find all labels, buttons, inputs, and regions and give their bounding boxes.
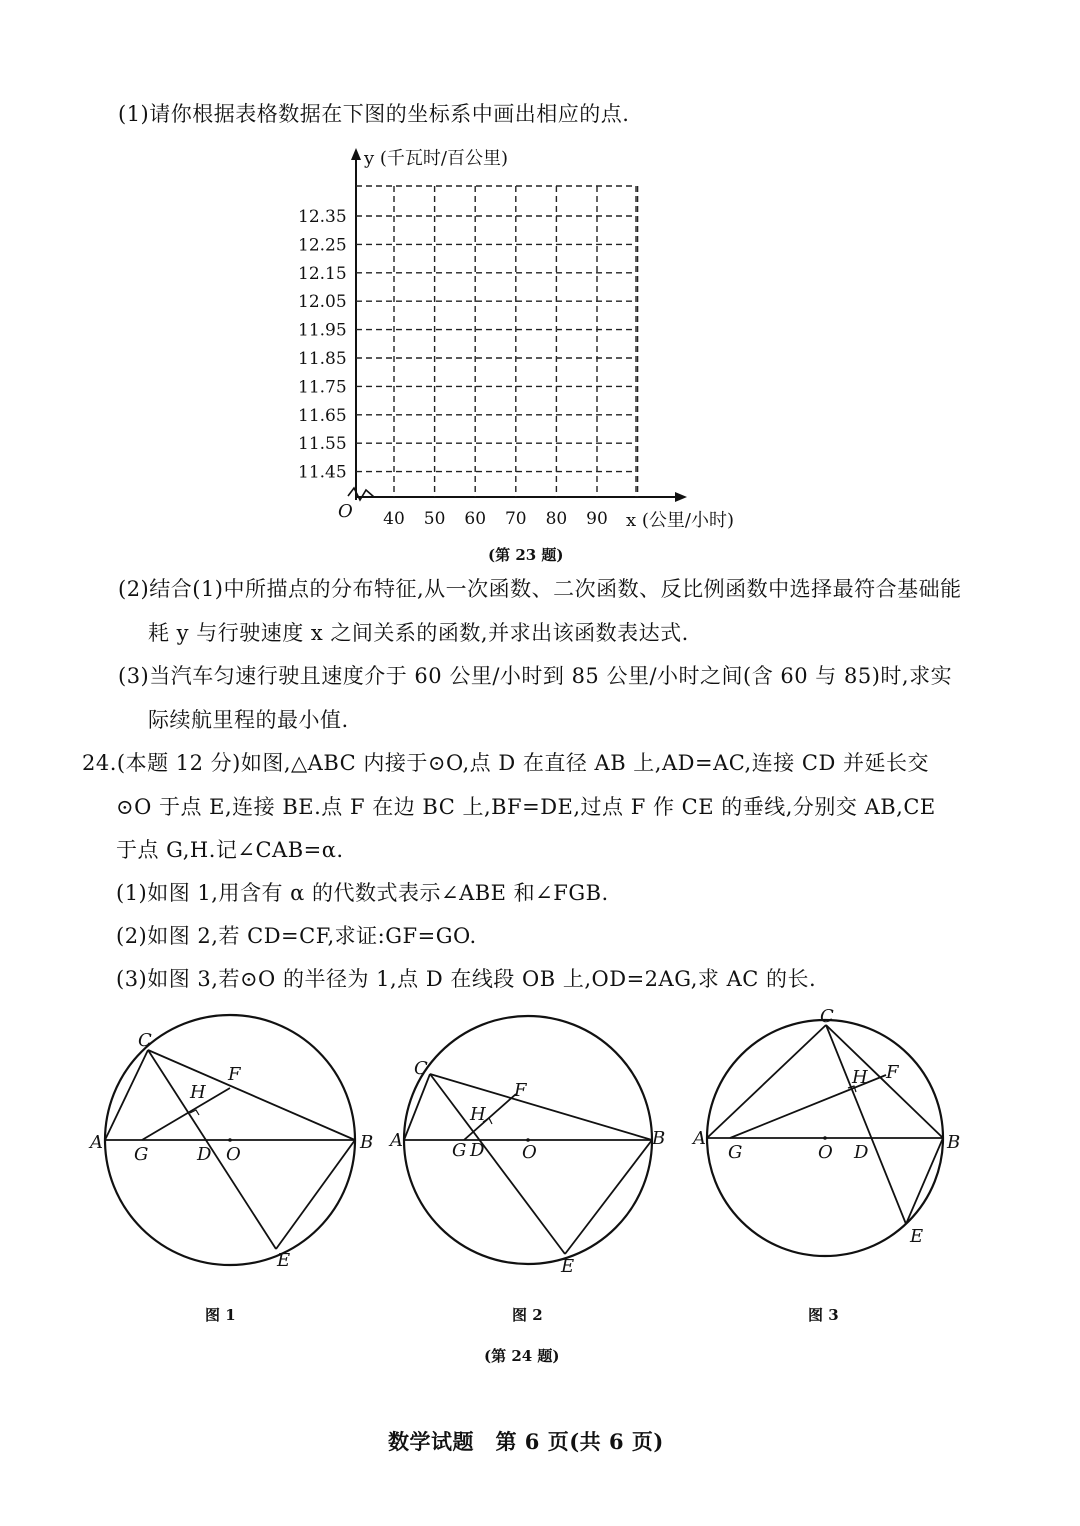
q24-part2: (2)如图 2,若 CD=CF,求证:GF=GO. [116, 924, 477, 948]
label-c: C [138, 1030, 152, 1051]
y-tick-label: 11.95 [298, 320, 347, 341]
label-o: O [522, 1142, 537, 1163]
q23-part2-line2: 耗 y 与行驶速度 x 之间关系的函数,并求出该函数表达式. [148, 621, 689, 645]
label-f: F [514, 1080, 527, 1101]
x-tick-label: 50 [423, 509, 446, 529]
x-tick-label: 60 [464, 509, 487, 529]
fig3-caption: 图 3 [808, 1306, 839, 1324]
label-e: E [561, 1256, 575, 1277]
figure-2 [390, 1008, 690, 1298]
label-d: D [197, 1144, 212, 1165]
label-d: D [470, 1140, 485, 1161]
origin-label: O [338, 501, 353, 522]
x-tick-label: 90 [586, 509, 608, 529]
y-tick-label: 11.65 [298, 405, 347, 426]
y-tick-label: 12.35 [298, 207, 347, 227]
label-b: B [947, 1132, 961, 1153]
q24-caption: (第 24 题) [484, 1347, 560, 1365]
label-d: D [854, 1142, 869, 1163]
y-axis-label: y (千瓦时/百公里) [364, 148, 508, 169]
q23-part1: (1)请你根据表格数据在下图的坐标系中画出相应的点. [118, 102, 630, 126]
y-tick-label: 12.05 [298, 292, 347, 313]
fig2-caption: 图 2 [512, 1306, 543, 1324]
figure-1 [80, 1010, 380, 1300]
fig1-caption: 图 1 [205, 1306, 236, 1324]
q23-part3-line2: 际续航里程的最小值. [148, 708, 349, 732]
label-e: E [277, 1250, 291, 1271]
y-tick-label: 11.45 [298, 462, 347, 483]
y-tick-label: 12.25 [298, 235, 347, 256]
label-f: F [886, 1062, 899, 1083]
x-tick-label: 80 [545, 509, 568, 529]
label-a: A [693, 1128, 706, 1149]
label-a: A [390, 1130, 403, 1151]
label-g: G [452, 1140, 467, 1161]
q24-line3: 于点 G,H.记∠CAB=α. [116, 838, 344, 862]
x-tick-label: 40 [383, 509, 405, 529]
page-footer: 数学试题 第 6 页(共 6 页) [388, 1429, 664, 1454]
label-g: G [728, 1142, 743, 1163]
label-a: A [90, 1132, 103, 1153]
q23-part3-line1: (3)当汽车匀速行驶且速度介于 60 公里/小时到 85 公里/小时之间(含 60 与 85)时,求实 [118, 664, 953, 688]
label-g: G [134, 1144, 149, 1165]
label-b: B [360, 1132, 374, 1153]
x-tick-label: 70 [504, 509, 527, 529]
q23-coordinate-grid [290, 140, 750, 540]
label-o: O [818, 1142, 833, 1163]
y-tick-label: 11.55 [298, 434, 347, 455]
y-tick-label: 11.85 [298, 349, 347, 369]
q24-part1: (1)如图 1,用含有 α 的代数式表示∠ABE 和∠FGB. [116, 881, 609, 905]
label-b: B [652, 1128, 666, 1149]
q24-line1: 24.(本题 12 分)如图,△ABC 内接于⊙O,点 D 在直径 AB 上,AD=AC,连接 CD 并延长交 [82, 751, 929, 775]
q23-caption: (第 23 题) [488, 546, 564, 564]
q24-part3: (3)如图 3,若⊙O 的半径为 1,点 D 在线段 OB 上,OD=2AG,求 AC 的长. [116, 967, 817, 991]
label-e: E [910, 1226, 924, 1247]
x-axis-label: x (公里/小时) [626, 510, 734, 531]
label-c: C [820, 1006, 834, 1027]
label-c: C [414, 1058, 428, 1079]
label-h: H [470, 1104, 486, 1125]
label-f: F [228, 1064, 241, 1085]
label-h: H [190, 1082, 206, 1103]
q24-line2: ⊙O 于点 E,连接 BE.点 F 在边 BC 上,BF=DE,过点 F 作 CE 的垂线,分别交 AB,CE [116, 795, 936, 819]
y-tick-label: 12.15 [298, 263, 347, 284]
label-o: O [226, 1144, 241, 1165]
y-tick-label: 11.75 [298, 377, 347, 398]
label-h: H [852, 1067, 868, 1088]
figure-3 [690, 1000, 990, 1290]
q23-part2-line1: (2)结合(1)中所描点的分布特征,从一次函数、二次函数、反比例函数中选择最符合基础能 [118, 577, 962, 601]
